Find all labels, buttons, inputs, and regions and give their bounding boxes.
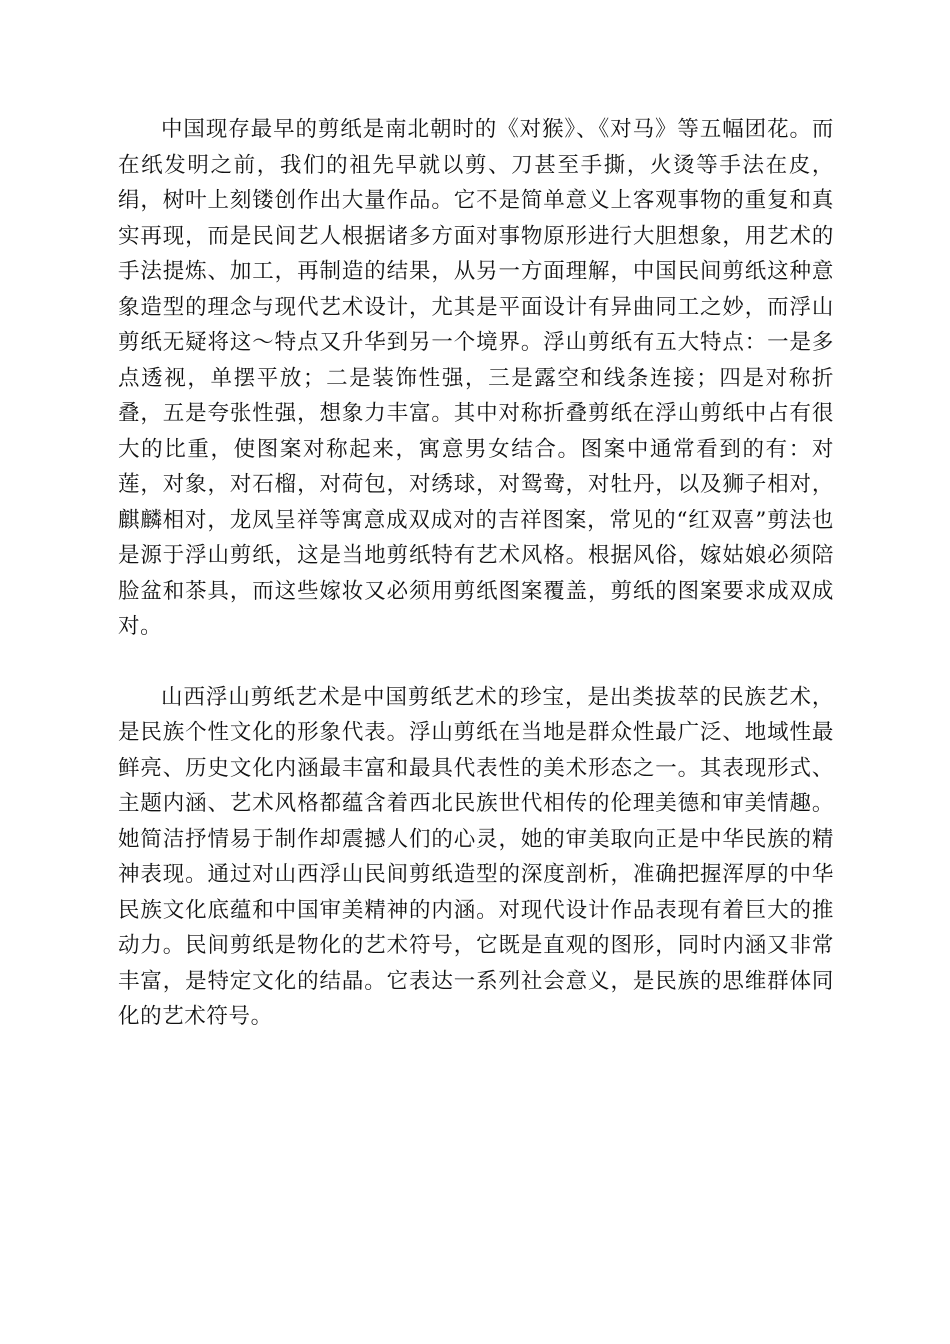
paragraph-2: 山西浮山剪纸艺术是中国剪纸艺术的珍宝，是出类拔萃的民族艺术，是民族个性文化的形象代表。浮山剪纸在当地是群众性最广泛、地域性最鲜亮、历史文化内涵最丰富和最具代表性的美术形态之一。其表现形式、主题内涵、艺术风格都蕴含着西北民族世代相传的伦理美德和审美情趣。她简洁抒情易于制作却震撼人们的心灵，她的审美取向正是中华民族的精神表现。通过对山西浮山民间剪纸造型的深度剖析，准确把握浑厚的中华民族文化底蕴和中国审美精神的内涵。对现代设计作品表现有着巨大的推动力。民间剪纸是物化的艺术符号，它既是直观的图形，同时内涵又非常丰富，是特定文化的结晶。它表达一系列社会意义，是民族的思维群体同化的艺术符号。 <box>118 684 834 1029</box>
paragraph-1: 中国现存最早的剪纸是南北朝时的《对猴》、《对马》等五幅团花。而在纸发明之前，我们的祖先早就以剪、刀甚至手撕，火烫等手法在皮，绢，树叶上刻镂创作出大量作品。它不是简单意义上客观事物的重复和真实再现，而是民间艺人根据诸多方面对事物原形进行大胆想象，用艺术的手法提炼、加工，再制造的结果，从另一方面理解，中国民间剪纸这种意象造型的理念与现代艺术设计，尤其是平面设计有异曲同工之妙，而浮山剪纸无疑将这～特点又升华到另一个境界。浮山剪纸有五大特点：一是多点透视，单摆平放；二是装饰性强，三是露空和线条连接；四是对称折叠，五是夸张性强，想象力丰富。其中对称折叠剪纸在浮山剪纸中占有很大的比重，使图案对称起来，寓意男女结合。图案中通常看到的有：对莲，对象，对石榴，对荷包，对绣球，对鸳鸯，对牡丹，以及狮子相对，麒麟相对，龙凤呈祥等寓意成双成对的吉祥图案，常见的“红双喜”剪法也是源于浮山剪纸，这是当地剪纸特有艺术风格。根据风俗，嫁姑娘必须陪脸盆和茶具，而这些嫁妆又必须用剪纸图案覆盖，剪纸的图案要求成双成对。 <box>118 117 834 639</box>
document-body <box>118 112 834 1035</box>
